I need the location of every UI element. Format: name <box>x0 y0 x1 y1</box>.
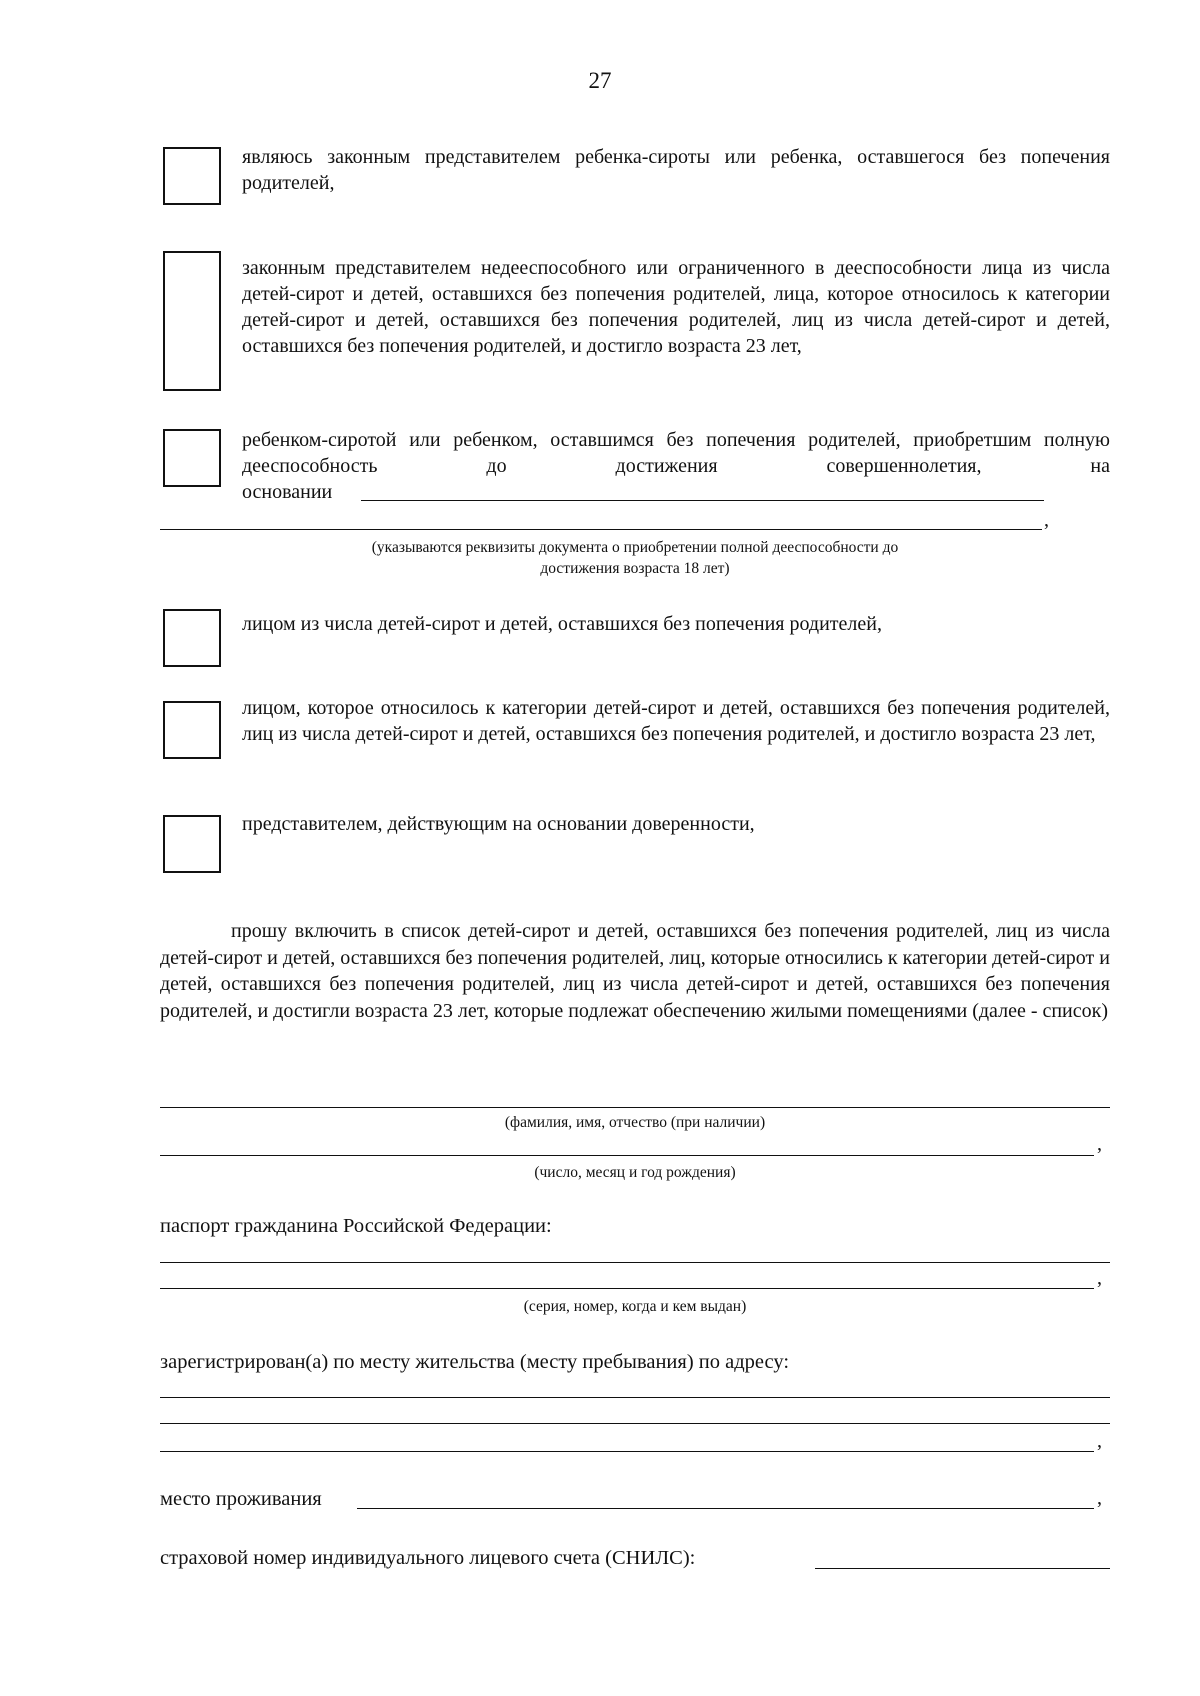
comma: , <box>1097 1133 1102 1155</box>
comma: , <box>1097 1487 1102 1509</box>
caption-document-details-line1: (указываются реквизиты документа о приобретении полной дееспособности до <box>371 539 899 556</box>
registered-address-field-line3[interactable] <box>160 1451 1094 1452</box>
comma: , <box>1097 1267 1102 1289</box>
caption-document-details-line2: достижения возраста 18 лет) <box>540 560 730 577</box>
comma: , <box>1044 509 1049 531</box>
checkbox-representative-by-proxy[interactable] <box>163 815 221 873</box>
comma: , <box>1097 1430 1102 1452</box>
birth-date-field[interactable] <box>160 1155 1094 1156</box>
checkbox-former-orphan-23[interactable] <box>163 701 221 759</box>
basis-document-field[interactable] <box>361 500 1044 501</box>
option-person-from-orphans: лицом из числа детей-сирот и детей, оставшихся без попечения родителей, <box>242 613 882 635</box>
passport-field-line1[interactable] <box>160 1262 1110 1263</box>
snils-field[interactable] <box>815 1568 1110 1569</box>
registered-address-field-line1[interactable] <box>160 1397 1110 1398</box>
checkbox-legal-rep-orphan[interactable] <box>163 147 221 205</box>
registered-address-field-line2[interactable] <box>160 1423 1110 1424</box>
option-legal-rep-incapable: законным представителем недееспособного или ограниченного в дееспособности лица из числа детей-сирот и детей, оставшихся без попечения родителей, лица, которое относилось к категории детей-сирот и детей, оставшихся без попечения родителей, лиц из числа детей-сирот и детей, оставшихся без попечения родителей, и достигло возраста 23 лет, <box>242 257 1110 357</box>
passport-field-line2[interactable] <box>160 1288 1094 1289</box>
checkbox-orphan-full-capacity[interactable] <box>163 429 221 487</box>
checkbox-person-from-orphans[interactable] <box>163 609 221 667</box>
full-name-field[interactable] <box>160 1107 1110 1108</box>
option-orphan-basis-label: основании <box>242 481 333 503</box>
option-legal-rep-orphan: являюсь законным представителем ребенка-сироты или ребенка, оставшегося без попечения родителей, <box>242 146 1110 194</box>
registered-address-label: зарегистрирован(а) по месту жительства (месту пребывания) по адресу: <box>160 1351 790 1373</box>
caption-full-name: (фамилия, имя, отчество (при наличии) <box>504 1114 766 1131</box>
residence-label: место проживания <box>160 1488 322 1510</box>
page-number: 27 <box>588 68 612 93</box>
option-orphan-full-capacity: ребенком-сиротой или ребенком, оставшимся без попечения родителей, приобретшим полную дееспособность до достижения совершеннолетия, на <box>242 429 1110 477</box>
checkbox-legal-rep-incapable[interactable] <box>163 251 221 391</box>
option-representative-by-proxy: представителем, действующим на основании доверенности, <box>242 813 755 835</box>
caption-birth-date: (число, месяц и год рождения) <box>534 1164 736 1181</box>
caption-document-details <box>160 537 1110 579</box>
passport-label: паспорт гражданина Российской Федерации: <box>160 1215 552 1237</box>
request-paragraph: прошу включить в список детей-сирот и детей, оставшихся без попечения родителей, лиц из числа детей-сирот и детей, оставшихся без попечения родителей, лиц, которые относились к категории детей-сирот и детей, оставшихся без попечения родителей, лиц из числа детей-сирот и детей, оставшихся без попечения родителей, и достигли возраста 23 лет, которые подлежат обеспечению жилыми помещениями (далее - список) <box>160 920 1110 1022</box>
snils-label: страховой номер индивидуального лицевого счета (СНИЛС): <box>160 1547 696 1569</box>
caption-passport-details: (серия, номер, когда и кем выдан) <box>523 1298 747 1315</box>
residence-field[interactable] <box>357 1508 1094 1509</box>
basis-document-field-continued[interactable] <box>160 529 1042 530</box>
option-former-orphan-23: лицом, которое относилось к категории детей-сирот и детей, оставшихся без попечения родителей, лиц из числа детей-сирот и детей, оставшихся без попечения родителей, и достигло возраста 23 лет, <box>242 697 1110 745</box>
